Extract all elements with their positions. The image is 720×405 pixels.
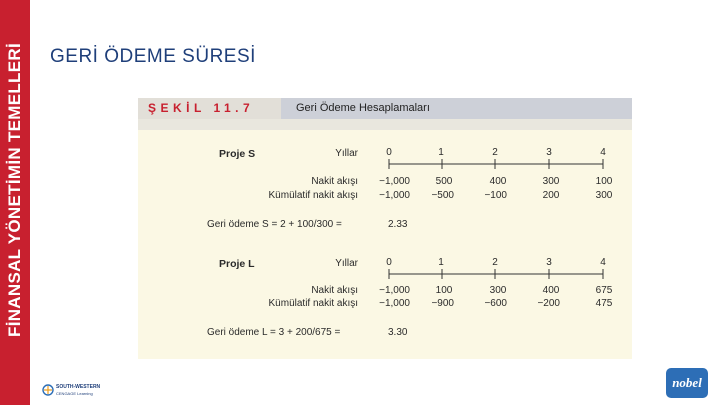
project-s-cumulative: −500 — [431, 190, 454, 201]
project-l-cash-flow: 675 — [595, 285, 613, 296]
figure-title: Geri Ödeme Hesaplamaları — [296, 102, 430, 114]
project-s-cash-flow: −1,000 — [379, 176, 410, 187]
project-s-cash-flow: 400 — [489, 176, 507, 187]
project-s-cumulative: 200 — [542, 190, 560, 201]
project-s-year: 0 — [386, 147, 392, 158]
project-l-cumulative: −200 — [537, 298, 560, 309]
project-l-years-label: Yıllar — [335, 258, 358, 269]
project-s-cash-flow: 500 — [435, 176, 453, 187]
south-western-logo-text: SOUTH-WESTERN — [56, 384, 101, 390]
project-l-cash-flow: 100 — [435, 285, 453, 296]
project-l-year: 2 — [492, 257, 498, 268]
nobel-logo: nobel — [666, 368, 708, 398]
slide-title: GERİ ÖDEME SÜRESİ — [50, 46, 256, 67]
project-s-cash-flow-label: Nakit akışı — [311, 176, 358, 187]
project-s-cash-flow: 300 — [542, 176, 560, 187]
project-l-cumulative: −600 — [484, 298, 507, 309]
project-s-year: 1 — [438, 147, 444, 158]
project-s-name: Proje S — [219, 148, 256, 160]
south-western-logo-icon — [42, 384, 54, 396]
project-s-payback-formula: Geri ödeme S = 2 + 100/300 = — [207, 219, 342, 230]
project-l-year: 4 — [600, 257, 606, 268]
project-l-year: 3 — [546, 257, 552, 268]
project-l-payback-formula: Geri ödeme L = 3 + 200/675 = — [207, 327, 341, 338]
project-l-year: 0 — [386, 257, 392, 268]
project-l-cumulative: −900 — [431, 298, 454, 309]
cengage-logo-text: CENGAGE Learning — [56, 391, 93, 396]
project-l-timeline — [138, 98, 632, 359]
project-s-year: 3 — [546, 147, 552, 158]
project-l-payback-value: 3.30 — [388, 327, 408, 338]
project-s-cumulative-label: Kümülatif nakit akışı — [268, 190, 358, 201]
project-l-cumulative: −1,000 — [379, 298, 410, 309]
project-s-cumulative: −100 — [484, 190, 507, 201]
project-s-year: 4 — [600, 147, 606, 158]
project-l-year: 1 — [438, 257, 444, 268]
project-s-cash-flow: 100 — [595, 176, 613, 187]
project-l-cumulative-label: Kümülatif nakit akışı — [268, 298, 358, 309]
project-s-years-label: Yıllar — [335, 148, 358, 159]
figure-panel — [138, 98, 632, 359]
project-l-cash-flow: 400 — [542, 285, 560, 296]
project-l-name: Proje L — [219, 258, 255, 270]
project-l-cumulative: 475 — [595, 298, 613, 309]
project-l-cash-flow: −1,000 — [379, 285, 410, 296]
project-s-payback-value: 2.33 — [388, 219, 408, 230]
sidebar-band — [0, 0, 30, 405]
figure-label: ŞEKİL 11.7 — [148, 101, 255, 115]
project-l-cash-flow-label: Nakit akışı — [311, 285, 358, 296]
sidebar-book-title: FİNANSAL YÖNETİMİN TEMELLERİ — [5, 43, 24, 337]
project-l-cash-flow: 300 — [489, 285, 507, 296]
project-s-cumulative: 300 — [595, 190, 613, 201]
project-s-cumulative: −1,000 — [379, 190, 410, 201]
project-s-year: 2 — [492, 147, 498, 158]
